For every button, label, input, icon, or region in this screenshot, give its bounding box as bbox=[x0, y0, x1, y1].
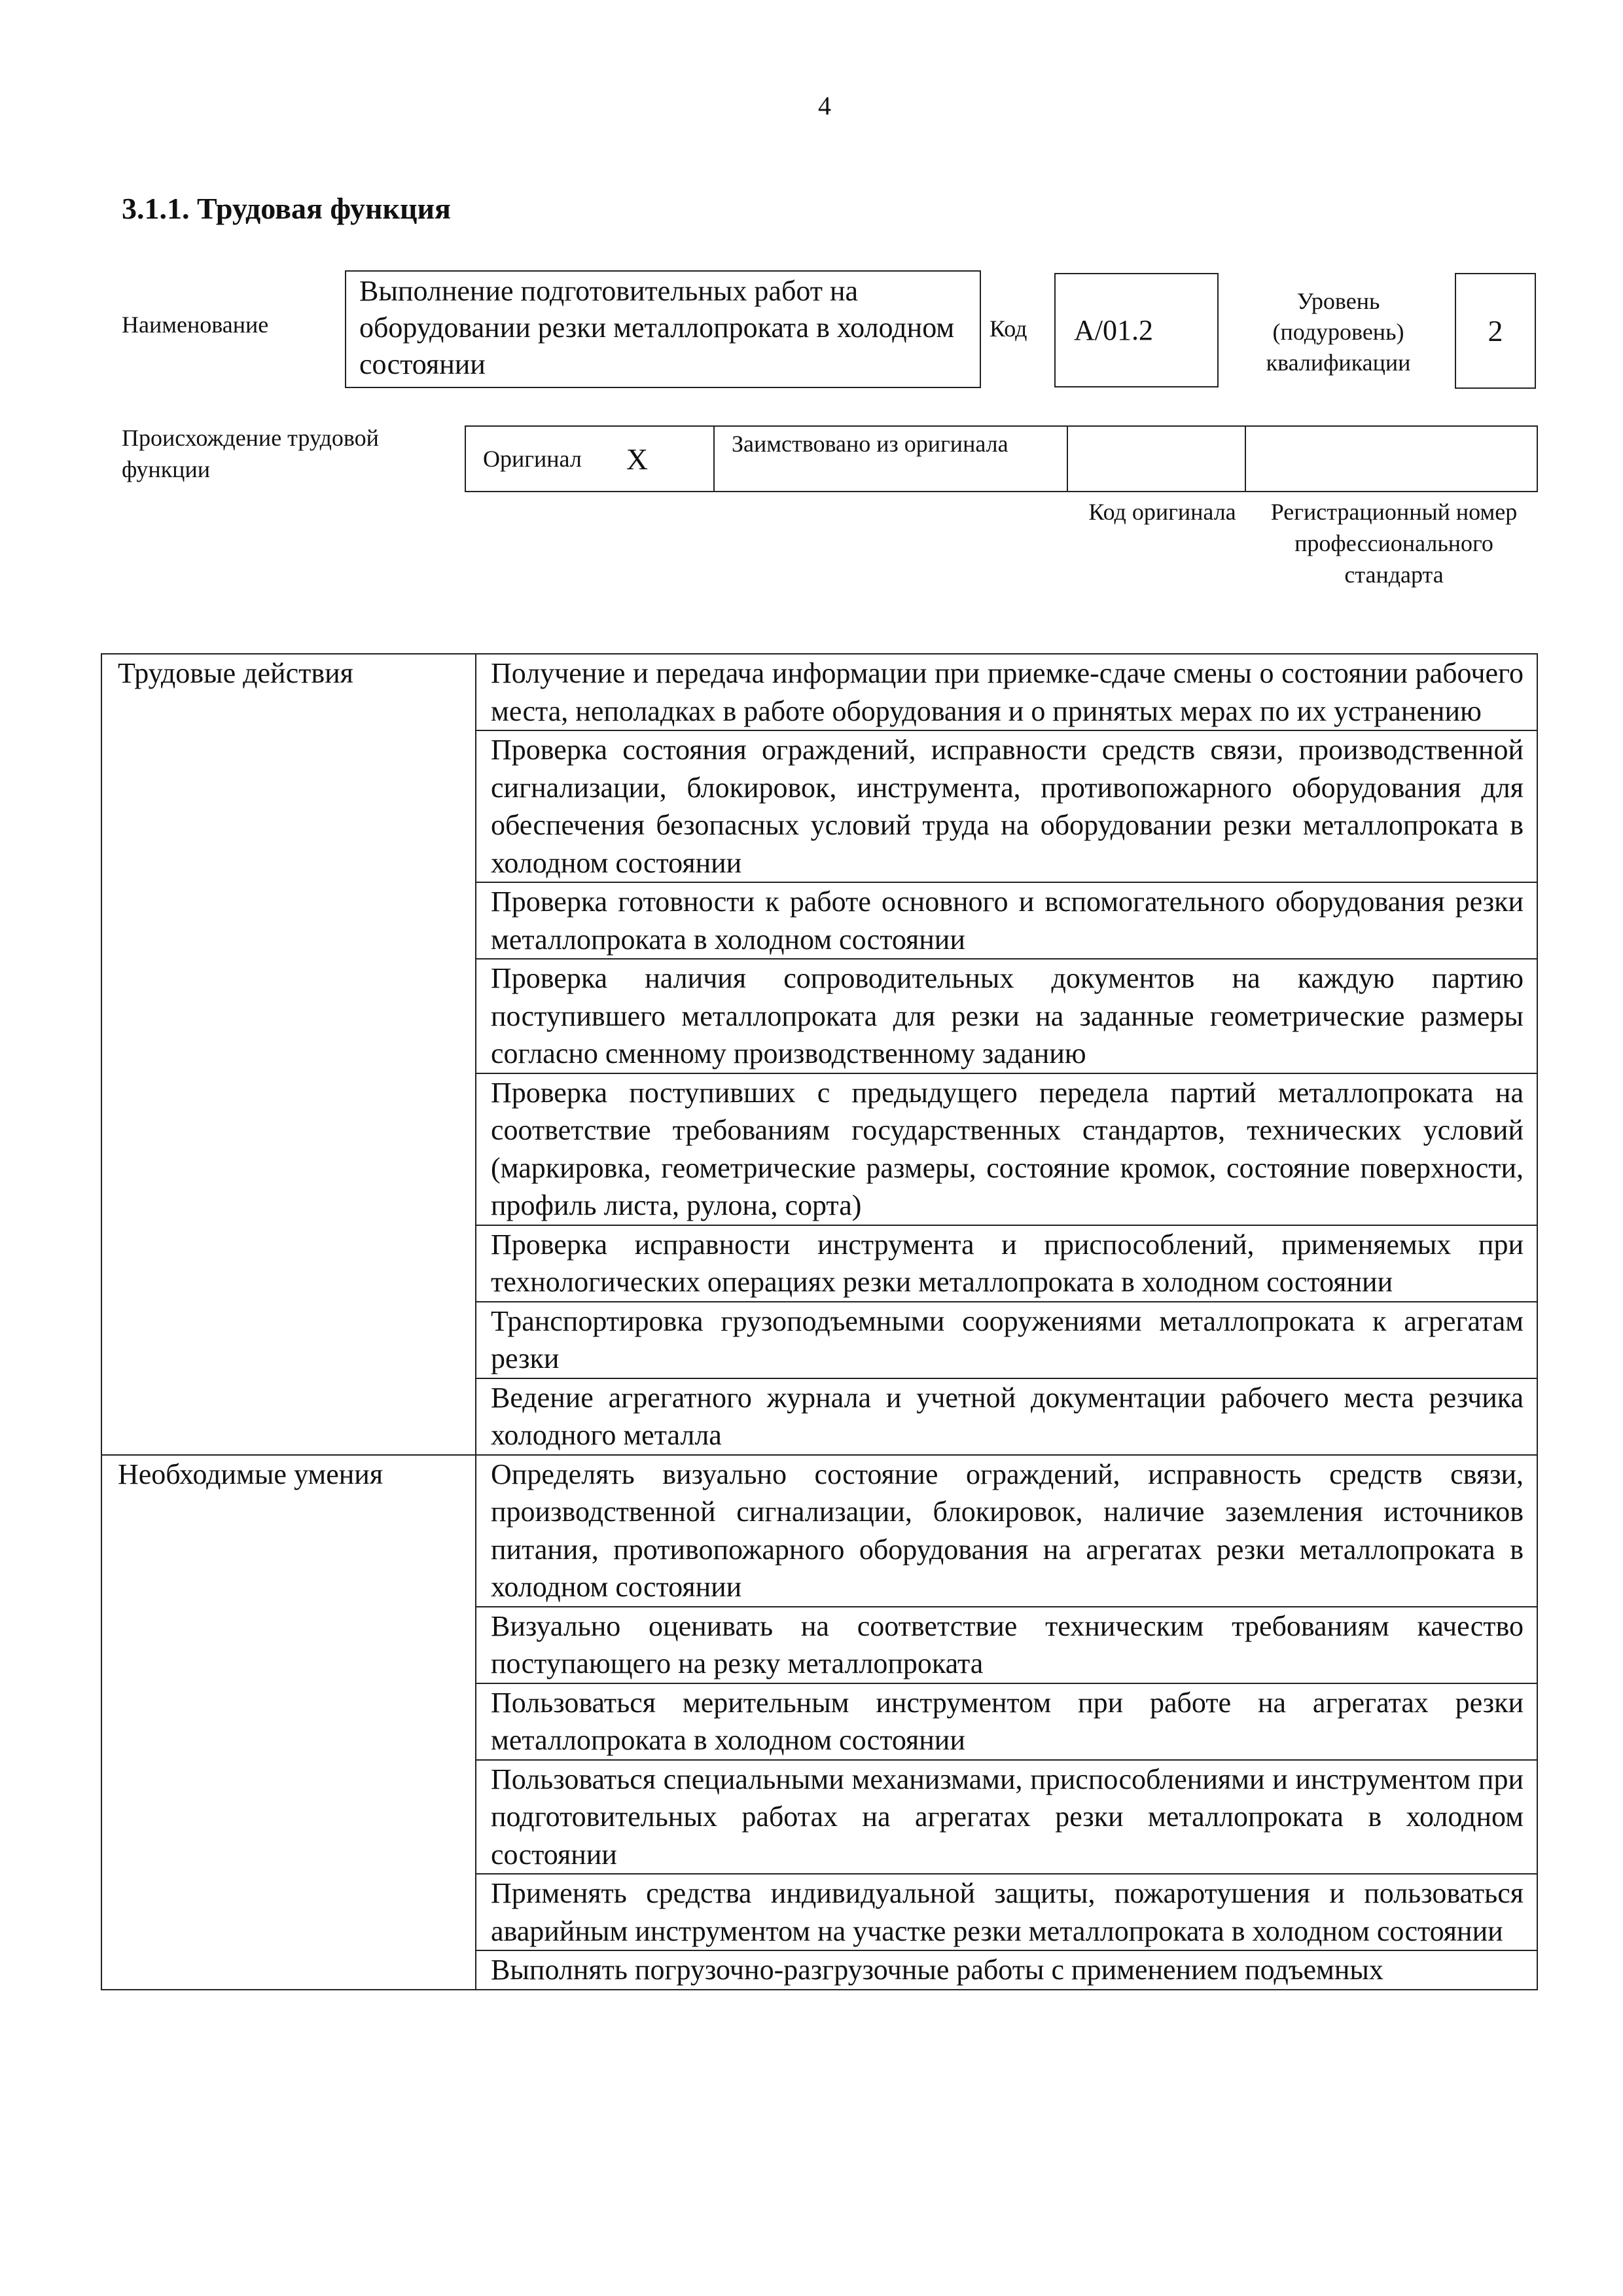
origin-reg-cell bbox=[1245, 427, 1537, 491]
table-cell: Проверка готовности к работе основного и вспомогательного оборудования резки металлопроката в холодном состоянии bbox=[476, 882, 1537, 959]
table-cell: Проверка наличия сопроводительных документов на каждую партию поступившего металлопроката для резки на заданные геометрические размеры согласно сменному производственному заданию bbox=[476, 959, 1537, 1073]
function-code-box bbox=[1054, 273, 1219, 387]
section-title-cell: Необходимые умения bbox=[101, 1455, 476, 1990]
origin-label: Происхождение трудовой функции bbox=[122, 425, 379, 482]
table-cell: Выполнять погрузочно-разгрузочные работы с применением подъемных bbox=[476, 1950, 1537, 1990]
code-label: Код bbox=[990, 315, 1027, 342]
level-value: 2 bbox=[1488, 314, 1503, 348]
table-cell: Проверка исправности инструмента и приспособлений, применяемых при технологических операциях резки металлопроката в холодном состоянии bbox=[476, 1225, 1537, 1302]
table-cell: Пользоваться специальными механизмами, приспособлениями и инструментом при подготовительных работах на агрегатах резки металлопроката в холодном состоянии bbox=[476, 1760, 1537, 1874]
table-row bbox=[101, 1455, 1537, 1607]
table-cell: Получение и передача информации при приемке-сдаче смены о состоянии рабочего места, неполадках в работе оборудования и о принятых мерах по их устранению bbox=[476, 654, 1537, 730]
table-cell: Пользоваться мерительным инструментом при работе на агрегатах резки металлопроката в холодном состоянии bbox=[476, 1683, 1537, 1760]
function-name: Выполнение подготовительных работ на оборудовании резки металлопроката в холодном состоянии bbox=[359, 275, 955, 380]
borrowed-label: Заимствовано из оригинала bbox=[732, 431, 1008, 457]
name-label: Наименование bbox=[122, 312, 269, 338]
origin-original-cell bbox=[465, 427, 713, 491]
table-cell: Проверка состояния ограждений, исправности средств связи, производственной сигнализации, блокировок, инструмента, противопожарного оборудования для обеспечения безопасных условий труда на оборудовании резки металлопроката в холодном состоянии bbox=[476, 730, 1537, 882]
table-cell: Определять визуально состояние ограждений, исправность средств связи, производственной сигнализации, блокировок, наличие заземления источников питания, противопожарного оборудования на агрегатах резки металлопроката в холодном состоянии bbox=[476, 1455, 1537, 1607]
table-cell: Ведение агрегатного журнала и учетной документации рабочего места резчика холодного металла bbox=[476, 1378, 1537, 1455]
level-label: Уровень (подуровень) квалификации bbox=[1266, 288, 1411, 376]
function-name-box bbox=[345, 270, 981, 388]
section-title-cell: Трудовые действия bbox=[101, 654, 476, 1455]
original-label: Оригинал bbox=[483, 446, 582, 472]
original-mark: X bbox=[626, 442, 649, 476]
table-row bbox=[101, 654, 1537, 730]
level-box bbox=[1455, 273, 1536, 389]
table-cell: Транспортировка грузоподъемными сооружениями металлопроката к агрегатам резки bbox=[476, 1302, 1537, 1378]
origin-borrowed-cell bbox=[713, 427, 1067, 491]
caption-code: Код оригинала bbox=[1088, 499, 1236, 525]
table-cell: Проверка поступивших с предыдущего передела партий металлопроката на соответствие требованиям государственных стандартов, технических условий (маркировка, геометрические размеры, состояние кромок, состояние поверхности, профиль листа, рулона, сорта) bbox=[476, 1073, 1537, 1225]
origin-code-cell bbox=[1067, 427, 1245, 491]
origin-table bbox=[465, 425, 1538, 492]
function-details-table bbox=[101, 653, 1538, 1990]
table-cell: Визуально оценивать на соответствие техническим требованиям качество поступающего на резку металлопроката bbox=[476, 1607, 1537, 1683]
function-code: A/01.2 bbox=[1074, 314, 1153, 346]
page-number: 4 bbox=[818, 91, 831, 120]
table-cell: Применять средства индивидуальной защиты, пожаротушения и пользоваться аварийным инструментом на участке резки металлопроката в холодном состоянии bbox=[476, 1874, 1537, 1950]
section-title: 3.1.1. Трудовая функция bbox=[122, 192, 451, 225]
caption-reg: Регистрационный номер профессионального стандарта bbox=[1270, 499, 1518, 588]
